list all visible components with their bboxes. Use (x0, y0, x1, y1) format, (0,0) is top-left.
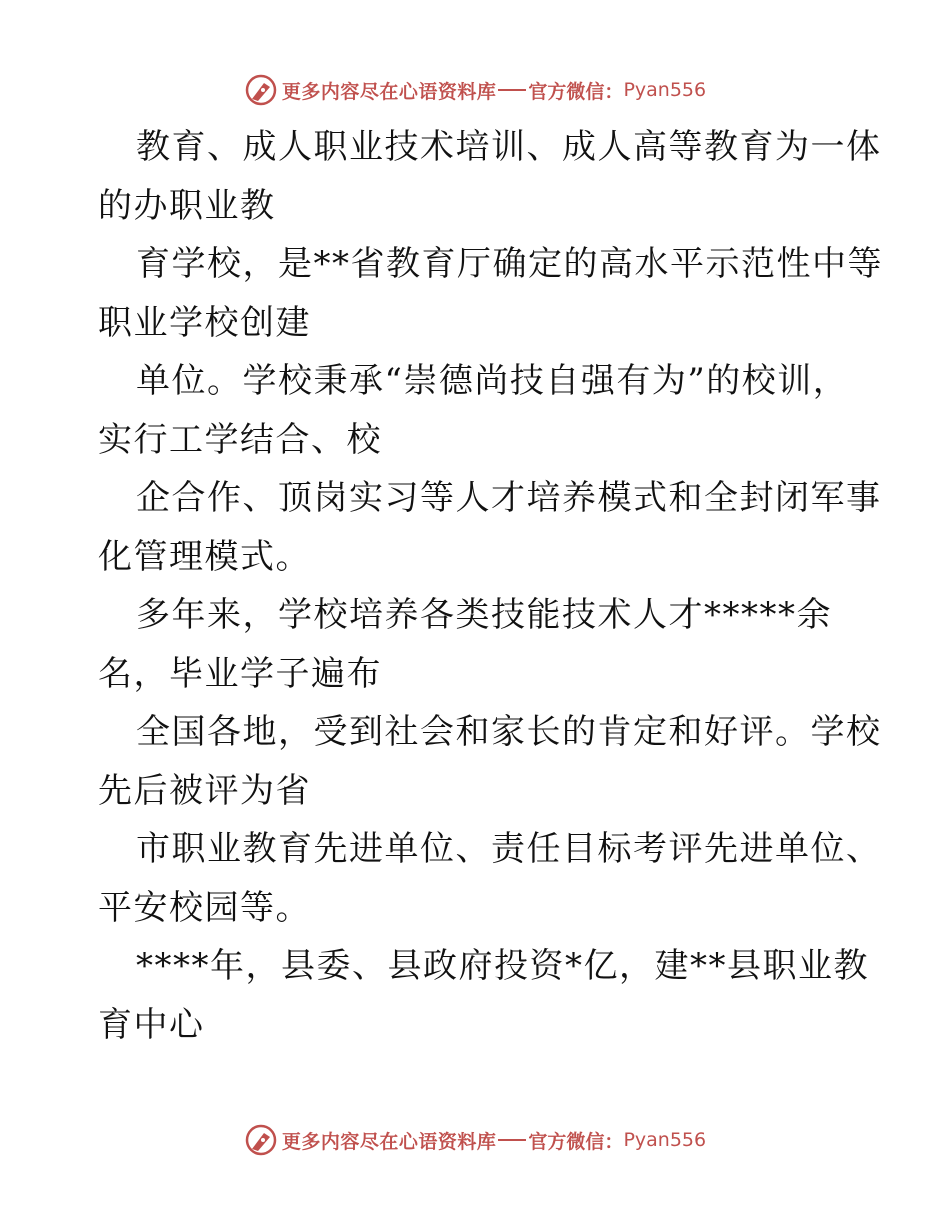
body-line: 的办职业教 (98, 185, 276, 226)
watermark-site-text: 更多内容尽在心语资料库 (281, 1130, 497, 1153)
watermark-dash (498, 1139, 526, 1141)
watermark-wechat-label: 官方微信： (528, 1130, 624, 1153)
body-line: 名，毕业学子遍布 (98, 653, 382, 694)
body-line: 单位。学校秉承“崇德尚技自强有为”的校训， (136, 361, 849, 401)
watermark-wechat-id: Pyan556 (623, 79, 707, 101)
watermark-wechat-label: 官方微信： (528, 80, 624, 103)
watermark-site-text: 更多内容尽在心语资料库 (281, 80, 497, 103)
body-line: 先后被评为省 (98, 770, 311, 811)
body-line: 职业学校创建 (98, 302, 311, 343)
body-line: 育中心 (98, 1004, 205, 1045)
watermark-wechat-id: Pyan556 (623, 1129, 707, 1151)
body-line: 平安校园等。 (98, 887, 311, 928)
pen-nib-logo-icon (244, 73, 278, 107)
body-line: 实行工学结合、校 (98, 419, 382, 460)
pen-nib-logo-icon (244, 1123, 278, 1157)
document-body (98, 118, 883, 1054)
body-line: 化管理模式。 (98, 536, 311, 577)
body-line: 全国各地，受到社会和家长的肯定和好评。学校 (136, 712, 882, 752)
header-watermark (0, 70, 950, 110)
body-line: 育学校，是**省教育厅确定的高水平示范性中等 (136, 244, 883, 284)
body-line: 企合作、顶岗实习等人才培养模式和全封闭军事 (136, 478, 882, 518)
body-line: 多年来，学校培养各类技能技术人才*****余 (136, 595, 832, 635)
footer-watermark (0, 1120, 950, 1160)
body-line: 市职业教育先进单位、责任目标考评先进单位、 (136, 829, 882, 869)
body-line: ****年，县委、县政府投资*亿，建**县职业教 (136, 946, 869, 986)
body-line: 教育、成人职业技术培训、成人高等教育为一体 (136, 127, 882, 167)
watermark-dash (498, 89, 526, 91)
